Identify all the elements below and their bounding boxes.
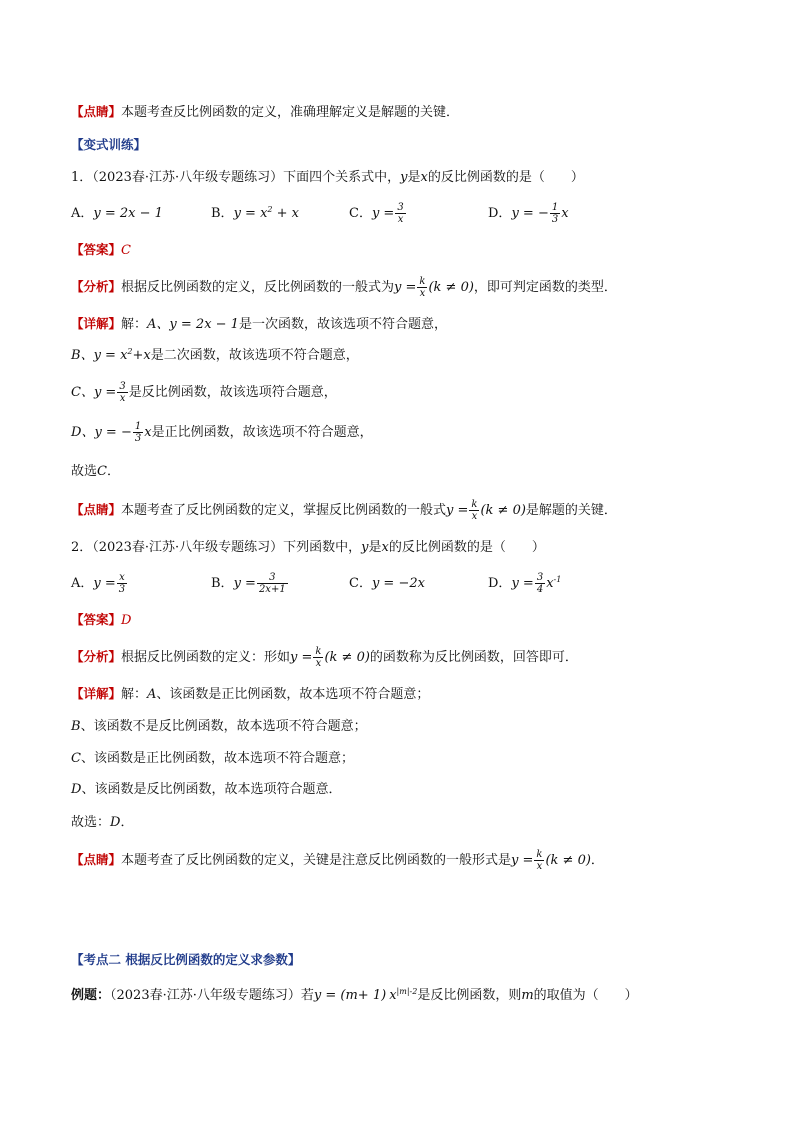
option-letter: C [71,751,81,766]
denominator: x [397,214,404,225]
q1-options [71,199,754,229]
detail-text: 解： [121,317,148,332]
fraction [117,381,127,404]
q2-answer-line [71,608,754,632]
fraction [133,421,143,444]
answer-label: 【答案】 [71,612,122,627]
math-condition: (k ≠ 0) [545,853,591,868]
numerator: k [536,849,543,860]
math: y = [394,280,417,295]
example-label: 例题： [71,988,111,1003]
math: = [321,988,341,1003]
fraction [395,202,405,225]
q2-stem-prefix: 2．（2023春·江苏·八年级专题练习）下列函数中， [71,540,362,555]
detail-text: 解： [121,687,148,702]
fraction [257,572,288,595]
q1-stem-prefix: 1．（2023春·江苏·八年级专题练习）下面四个关系式中， [71,170,401,185]
fraction [535,572,545,595]
fraction [313,646,323,669]
fraction [417,276,427,299]
math: y = [290,650,313,665]
numerator: 1 [551,202,559,213]
q2-dianjing-line [71,845,754,875]
analysis-label: 【分析】 [71,649,122,664]
conclusion-text: 故选： [71,815,111,830]
conclusion-text: ． [120,815,134,830]
denominator: 3 [134,433,142,444]
math: y = [446,503,469,518]
option-label: A． [71,576,94,591]
math: x [389,988,397,1003]
math: (m+ 1) [340,988,387,1003]
q2-option-d [488,568,561,600]
q1-detail-1 [71,312,754,336]
q2-stem-suffix: 的反比例函数的是（ ） [388,540,545,555]
conclusion-answer: C [97,464,107,479]
math: 、y = [80,385,117,400]
option-math: y = [93,576,116,591]
q2-analysis-line [71,642,754,672]
option-letter: A [147,317,157,332]
q2-option-a [71,568,128,600]
option-math: x [546,576,554,591]
option-label: B． [211,576,234,591]
q1-stem-y: y [400,170,408,185]
fraction [534,849,544,872]
option-math: y = − [511,206,549,221]
option-math: + x [272,206,299,221]
q1-option-c [349,199,407,229]
q1-dianjing-line [71,495,754,525]
math-sup: |m|-2 [396,987,418,996]
option-math: y = 2x − 1 [93,206,163,221]
option-letter: D [71,425,82,440]
q1-option-d [488,199,569,229]
numerator: x [117,572,127,584]
q2-options [71,568,754,600]
q1-detail-2 [71,344,754,368]
q2-analysis-text: 根据反比例函数的定义：形如 [121,650,291,665]
q2-analysis-text: 的函数称为反比例函数，回答即可． [369,650,578,665]
denominator: x [471,511,478,522]
dianjing-label: 【点睛】 [71,104,122,119]
numerator: k [419,276,426,287]
option-label: C． [349,576,372,591]
q1-detail-3 [71,378,754,408]
q2-detail-2 [71,715,754,739]
numerator: 3 [536,572,544,583]
dianjing-label: 【点睛】 [71,852,122,867]
q1-analysis-text: ，即可判定函数的类型． [473,280,617,295]
numerator: 3 [257,572,288,584]
detail-text: 、该函数是反比例函数，故本选项符合题意． [81,782,342,797]
q1-stem-mid: 是 [407,170,421,185]
q2-stem [71,536,754,560]
denominator: 3 [551,214,559,225]
detail-label: 【详解】 [71,316,122,331]
numerator: 3 [397,202,404,213]
q1-stem-x: x [420,170,428,185]
option-math: y = [511,576,534,591]
example-text: （2023春·江苏·八年级专题练习）若 [110,988,314,1003]
bianshi-heading [71,133,754,157]
option-letter: B [71,348,81,363]
option-letter: B [71,719,81,734]
numerator: 3 [119,381,126,392]
math: y = [511,853,534,868]
detail-text: 是反比例函数，故该选项符合题意， [128,385,337,400]
dianjing-text: 本题考查了反比例函数的定义，关键是注意反比例函数的一般形式是 [121,853,512,868]
dianjing-text: 是解题的关键． [525,503,617,518]
q1-conclusion [71,460,754,484]
math: x [144,425,152,440]
q2-stem-x: x [381,540,389,555]
option-sup: 2 [267,205,273,214]
q1-answer-line [71,238,754,262]
detail-text: 、该函数是正比例函数，故本选项不符合题意； [156,687,430,702]
analysis-label: 【分析】 [71,279,122,294]
option-label: D． [488,576,512,591]
dianjing-text: 本题考查反比例函数的定义，准确理解定义是解题的关键． [121,105,460,120]
option-math: y = −2x [371,576,425,591]
fraction [550,202,560,225]
detail-text: 、该函数不是反比例函数，故本选项不符合题意； [80,719,367,734]
dianjing-label: 【点睛】 [71,502,122,517]
option-math: x [561,206,569,221]
answer-label: 【答案】 [71,242,122,257]
kaodian2-label: 【考点二 根据反比例函数的定义求参数】 [71,952,301,967]
numerator: k [315,646,322,657]
option-letter: D [71,782,82,797]
option-math: y = [371,206,395,221]
q2-detail-4 [71,778,754,802]
conclusion-answer: D [110,815,121,830]
option-letter: A [147,687,157,702]
numerator: 1 [134,421,142,432]
option-label: B． [211,206,234,221]
q2-option-b [211,568,289,600]
intro-dianjing-line [71,100,754,124]
math-condition: (k ≠ 0) [324,650,370,665]
denominator: x [419,288,426,299]
q1-option-a [71,199,163,229]
kaodian2-heading [71,948,754,972]
denominator: x [119,393,126,404]
option-label: A． [71,206,94,221]
q1-analysis-text: 根据反比例函数的定义，反比例函数的一般式为 [121,280,395,295]
q2-answer: D [121,613,132,628]
math: y [313,988,322,1003]
option-label: C． [349,206,372,221]
q2-stem-y: y [361,540,369,555]
example-text: 是反比例函数，则 [417,988,522,1003]
conclusion-text: ． [106,464,120,479]
q1-stem-suffix: 的反比例函数的是（ ） [427,170,584,185]
dianjing-text: ． [590,853,604,868]
detail-text: 是二次函数，故该选项不符合题意， [150,348,359,363]
q1-detail-4 [71,418,754,448]
option-letter: C [71,385,81,400]
detail-label: 【详解】 [71,686,122,701]
q1-answer: C [121,243,131,258]
conclusion-text: 故选 [71,464,98,479]
math-condition: (k ≠ 0) [428,280,474,295]
math: 、y = 2x − 1 [156,317,239,332]
q2-detail-3 [71,747,754,771]
bianshi-label: 【变式训练】 [71,137,147,152]
option-math: y = [233,576,256,591]
math: 、y = x [80,348,128,363]
denominator: x [315,658,322,669]
numerator: k [471,499,478,510]
q2-stem-mid: 是 [368,540,382,555]
q2-detail-1 [71,682,754,706]
denominator: 2x+1 [258,584,286,595]
denominator: 3 [118,584,126,595]
option-sup: -1 [553,575,562,584]
denominator: 4 [536,584,544,595]
detail-text: 是正比例函数，故该选项不符合题意， [151,425,373,440]
example-text: 的取值为（ ） [533,988,638,1003]
math: m [521,988,534,1003]
detail-text: 、该函数是正比例函数，故本选项不符合题意； [80,751,354,766]
q1-option-b [211,199,299,229]
q2-option-c [349,568,425,600]
math-sup: 2 [127,347,133,356]
fraction [117,572,127,595]
q2-conclusion [71,811,754,835]
example-line [71,984,754,1008]
option-math: y = x [233,206,268,221]
detail-text: 是一次函数，故该选项不符合题意， [238,317,447,332]
option-label: D． [488,206,512,221]
math-condition: (k ≠ 0) [480,503,526,518]
q1-analysis-line [71,272,754,302]
q1-stem [71,166,754,190]
math: 、y = − [81,425,132,440]
dianjing-text: 本题考查了反比例函数的定义，掌握反比例函数的一般式 [121,503,447,518]
fraction [469,499,479,522]
denominator: x [536,861,543,872]
math: +x [132,348,151,363]
